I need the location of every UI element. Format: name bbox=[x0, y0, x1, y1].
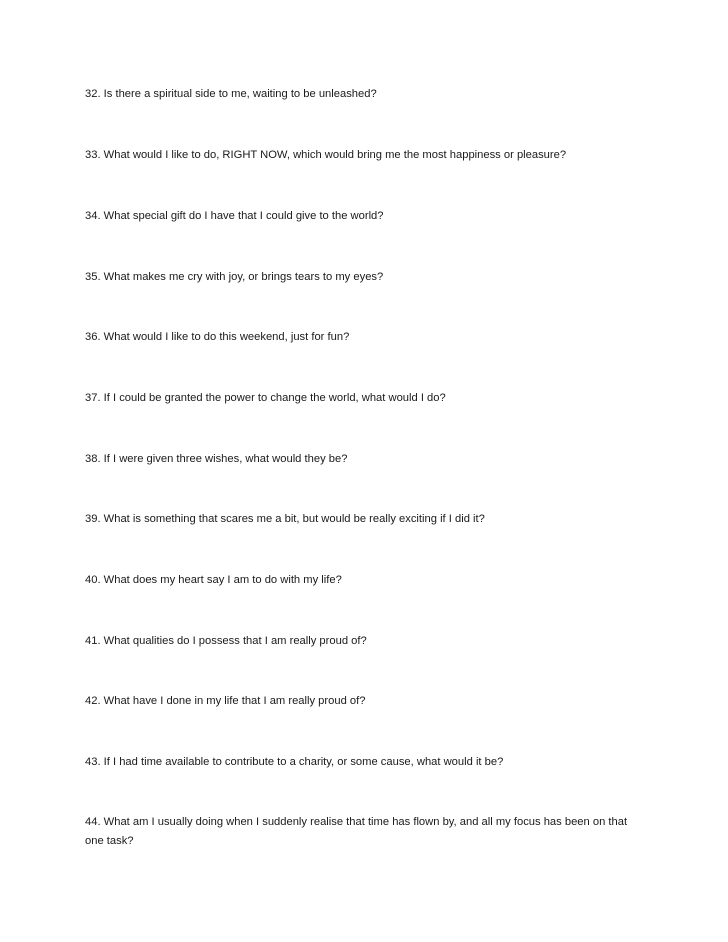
question-44: 44. What am I usually doing when I suddenly realise that time has flown by, and all my focus has been on that one task? bbox=[85, 816, 628, 847]
question-39: 39. What is something that scares me a bit, but would be really exciting if I did it? bbox=[85, 513, 485, 525]
question-40: 40. What does my heart say I am to do with my life? bbox=[85, 574, 342, 586]
question-43: 43. If I had time available to contribute to a charity, or some cause, what would it be? bbox=[85, 756, 504, 768]
question-37: 37. If I could be granted the power to change the world, what would I do? bbox=[85, 392, 446, 404]
question-33: 33. What would I like to do, RIGHT NOW, which would bring me the most happiness or pleasure? bbox=[85, 149, 567, 161]
question-34: 34. What special gift do I have that I could give to the world? bbox=[85, 210, 384, 222]
question-38: 38. If I were given three wishes, what would they be? bbox=[85, 453, 348, 465]
question-36: 36. What would I like to do this weekend, just for fun? bbox=[85, 331, 350, 343]
question-42: 42. What have I done in my life that I am really proud of? bbox=[85, 695, 366, 707]
question-35: 35. What makes me cry with joy, or brings tears to my eyes? bbox=[85, 271, 384, 283]
question-32: 32. Is there a spiritual side to me, waiting to be unleashed? bbox=[85, 88, 377, 100]
question-41: 41. What qualities do I possess that I am really proud of? bbox=[85, 635, 367, 647]
